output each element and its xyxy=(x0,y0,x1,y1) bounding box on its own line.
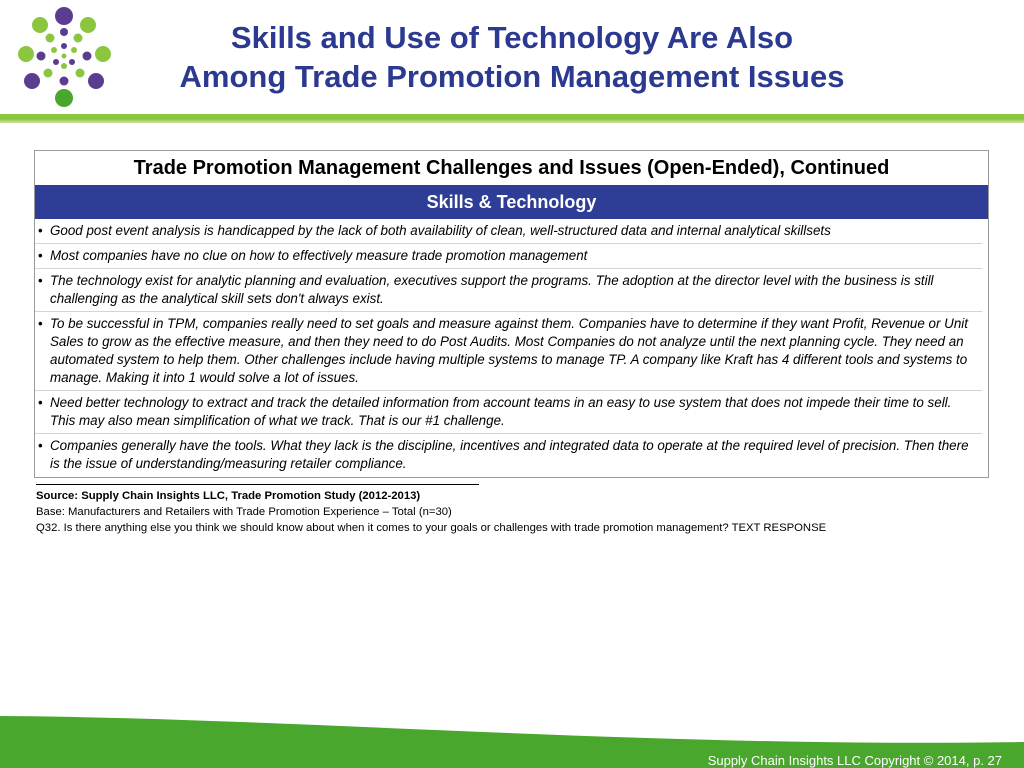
table-title: Trade Promotion Management Challenges and Issues (Open-Ended), Continued xyxy=(133,157,890,179)
list-item: • To be successful in TPM, companies really need to set goals and measure against them. Companies have to determine if they want Profit, Revenue or Unit Sales to grow as the effective measure, and then they need to do Post Audits. Most Companies do not analyze until the next planning cycle. They need an automated system to help them. Other challenges include having multiple systems to manage TP. A company like Kraft has 4 different tools and systems to manage. Making it into 1 would solve a lot of issues. xyxy=(35,311,982,390)
slide-title xyxy=(130,18,894,96)
list-item: • Companies generally have the tools. What they lack is the discipline, incentives and integrated data to operate at the required level of precision. Then there is the issue of understanding/measuring retailer compliance. xyxy=(35,433,982,476)
list-item: • The technology exist for analytic planning and evaluation, executives support the programs. The adoption at the director level with the business is still challenging as the analytical skill sets don't always exist. xyxy=(35,268,982,311)
footnote xyxy=(36,484,986,536)
copyright-text: Supply Chain Insights LLC Copyright © 2014, p. 27 xyxy=(707,753,1002,768)
footnote-source: Source: Supply Chain Insights LLC, Trade Promotion Study (2012-2013) xyxy=(36,490,421,502)
list-item: • Most companies have no clue on how to effectively measure trade promotion management xyxy=(35,243,982,268)
slide-title-line-1: Skills and Use of Technology Are Also xyxy=(230,20,794,55)
footnote-divider xyxy=(36,484,479,485)
footnote-question: Q32. Is there anything else you think we should know about when it comes to your goals or challenges with trade promotion management? TEXT RESPONSE xyxy=(36,522,827,534)
challenges-table xyxy=(34,150,989,478)
section-header: Skills & Technology xyxy=(35,185,988,219)
footnote-base: Base: Manufacturers and Retailers with Trade Promotion Experience – Total (n=30) xyxy=(36,506,452,518)
slide-title-line-2: Among Trade Promotion Management Issues xyxy=(179,59,845,94)
bullet-list xyxy=(35,219,988,476)
dot-cluster-logo-icon xyxy=(10,6,118,110)
title-divider xyxy=(0,114,1024,123)
list-item: • Need better technology to extract and track the detailed information from account teams in an easy to use system that does not impede their time to sell. This may also mean simplification of what we track. That is our #1 challenge. xyxy=(35,390,982,433)
list-item: • Good post event analysis is handicapped by the lack of both availability of clean, well-structured data and internal analytical skillsets xyxy=(35,219,982,243)
